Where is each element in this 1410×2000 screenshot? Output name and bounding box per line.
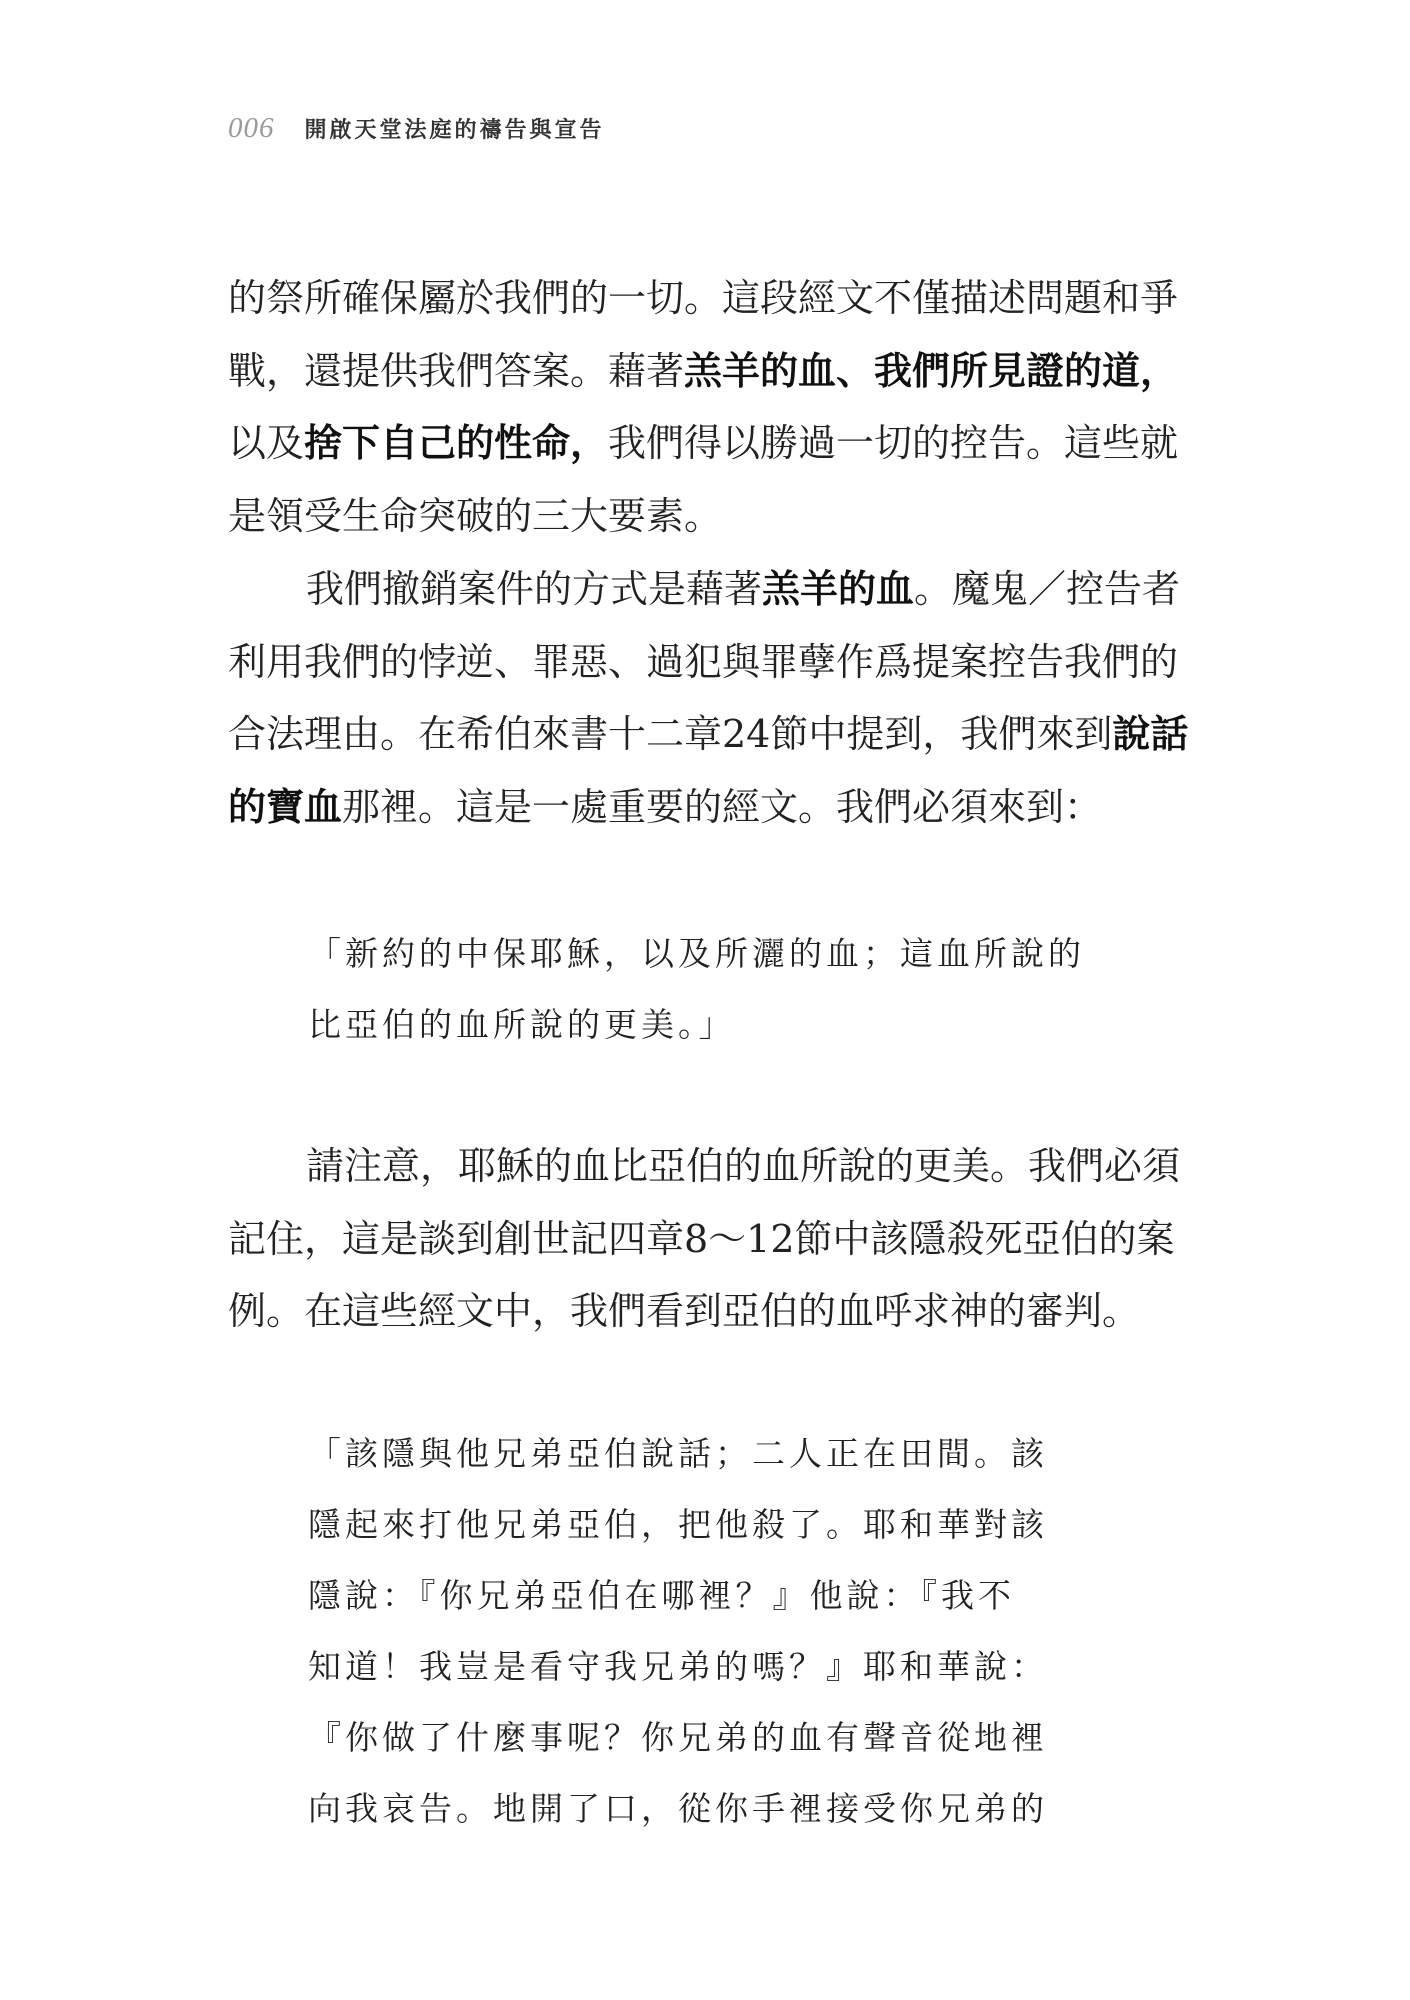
paragraph-text: 的祭所確保屬於我們的一切。這段經文不僅描述問題和爭戰，還提供我們答案。藉著 <box>228 276 1179 393</box>
body-paragraph-3 <box>228 1130 1198 1348</box>
paragraph-text: 。魔鬼／控告者利用我們的悖逆、罪惡、過犯與罪孽作爲提案控告我們的合法理由。在希伯來書十二章24節中提到，我們來到 <box>228 567 1181 756</box>
block-quote-1 <box>308 918 1188 1060</box>
quote-line: 比亞伯的血所說的更美。」 <box>308 1005 736 1044</box>
paragraph-text: 那裡。這是一處重要的經文。我們必須來到： <box>342 784 1103 829</box>
book-title: 開啟天堂法庭的禱告與宣告 <box>304 117 605 143</box>
body-paragraph-1 <box>228 262 1198 552</box>
paragraph-text: 我們撤銷案件的方式是藉著 <box>306 567 763 611</box>
quote-line: 「該隱與他兄弟亞伯說話；二人正在田間。該 <box>308 1434 1048 1473</box>
emphasis-text: 捨下自己的性命， <box>304 421 609 465</box>
emphasis-text: 說話的寶血 <box>228 712 1189 829</box>
quote-line: 「新約的中保耶穌，以及所灑的血；這血所說的 <box>308 934 1085 973</box>
quote-line: 『你做了什麼事呢？你兄弟的血有聲音從地裡 <box>308 1718 1048 1757</box>
paragraph-text: 請注意，耶穌的血比亞伯的血所說的更美。我們必須記住，這是談到創世記四章8～12節中該隱殺死亞伯的案例。在這些經文中，我們看到亞伯的血呼求神的審判。 <box>228 1144 1181 1333</box>
quote-line: 隱說：『你兄弟亞伯在哪裡？』他說：『我不 <box>308 1576 1015 1615</box>
paragraph-text: 我們得以勝過一切的控告。這些就是領受生命突破的三大要素。 <box>228 421 1179 538</box>
running-header <box>228 112 605 152</box>
block-quote-2 <box>308 1418 1188 1844</box>
quote-line: 知道！我豈是看守我兄弟的嗎？』耶和華說： <box>308 1647 1048 1686</box>
quote-line: 向我哀告。地開了口，從你手裡接受你兄弟的 <box>308 1789 1048 1828</box>
body-paragraph-2 <box>228 553 1198 843</box>
emphasis-text: 羔羊的血 <box>762 567 915 611</box>
page-number: 006 <box>228 112 275 144</box>
paragraph-text: 以及 <box>228 421 305 465</box>
quote-line: 隱起來打他兄弟亞伯，把他殺了。耶和華對該 <box>308 1505 1048 1544</box>
emphasis-text: 羔羊的血、我們所見證的道， <box>684 348 1179 393</box>
